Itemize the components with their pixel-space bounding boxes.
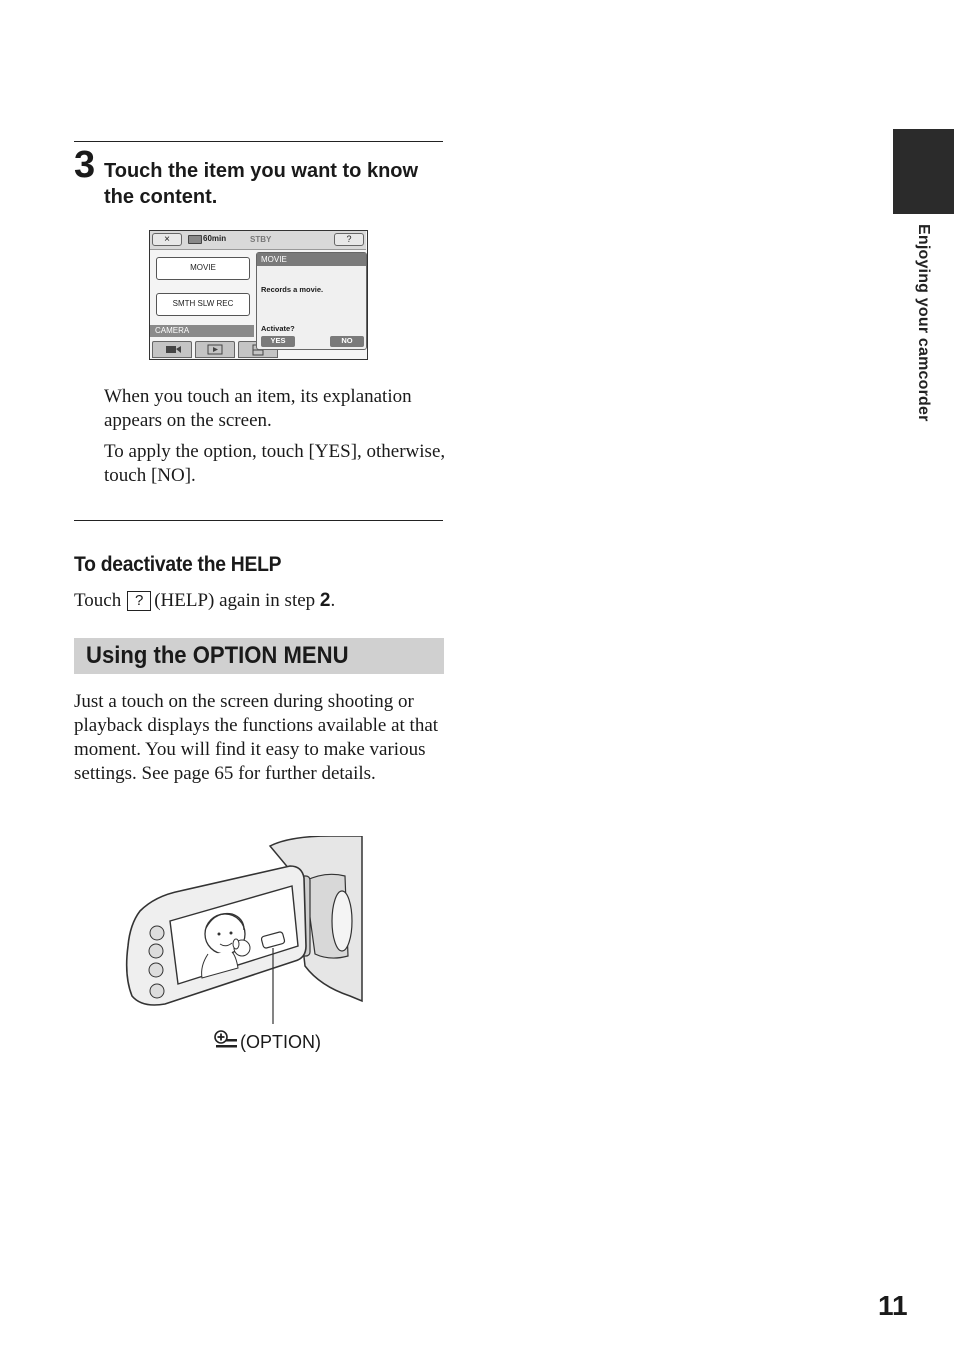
top-divider: [74, 141, 443, 142]
section-divider: [74, 520, 443, 521]
help-info-panel: [256, 252, 367, 350]
lcd-mode-label: CAMERA: [150, 325, 254, 337]
deactivate-period: .: [330, 590, 336, 611]
option-callout: [214, 1030, 321, 1053]
lcd-item-movie: MOVIE: [156, 257, 250, 280]
yes-button: YES: [261, 336, 295, 347]
page-number: 11: [878, 1290, 908, 1321]
camera-mode-tab: [152, 341, 192, 358]
explanation-paragraph: When you touch an item, its explanation appears on the screen.: [104, 386, 412, 431]
chapter-tab-label: Enjoying your camcorder: [915, 224, 932, 422]
help-panel-description: Records a movie.: [261, 285, 324, 294]
deactivate-help-heading: To deactivate the HELP: [74, 553, 282, 576]
section-body: Just a touch on the screen during shooting or playback displays the functions available at that moment. You will find it easy to make various settings. See page 65 for further details.: [74, 691, 439, 784]
lcd-item-smooth-slow-rec: SMTH SLW REC: [156, 293, 250, 316]
section-title: Using the OPTION MENU: [86, 642, 349, 669]
close-icon: ×: [152, 233, 182, 246]
battery-icon: [188, 235, 202, 244]
step-number: 3: [74, 144, 96, 186]
option-menu-icon: [214, 1030, 238, 1050]
play-icon: [196, 342, 234, 357]
help-panel-prompt: Activate?: [261, 324, 295, 333]
help-panel-title: MOVIE: [257, 253, 366, 266]
chapter-tab-marker: [893, 129, 954, 214]
deactivate-help-text: [74, 589, 434, 613]
video-camera-icon: [153, 342, 191, 357]
help-button: ?: [334, 233, 364, 246]
battery-time: 60min: [203, 234, 227, 243]
deactivate-text-before: Touch: [74, 590, 122, 611]
deactivate-text-after: (HELP) again in step: [154, 590, 316, 611]
step-title: Touch the item you want to know the content.: [104, 160, 419, 208]
help-icon: ?: [127, 591, 151, 611]
recording-status: STBY: [250, 235, 272, 244]
camcorder-illustration: [120, 836, 365, 1026]
no-button: NO: [330, 336, 364, 347]
apply-paragraph: To apply the option, touch [YES], otherwise, touch [NO].: [104, 441, 446, 486]
step-reference: 2: [319, 590, 331, 611]
option-label-text: (OPTION): [240, 1032, 321, 1052]
playback-tab: [195, 341, 235, 358]
